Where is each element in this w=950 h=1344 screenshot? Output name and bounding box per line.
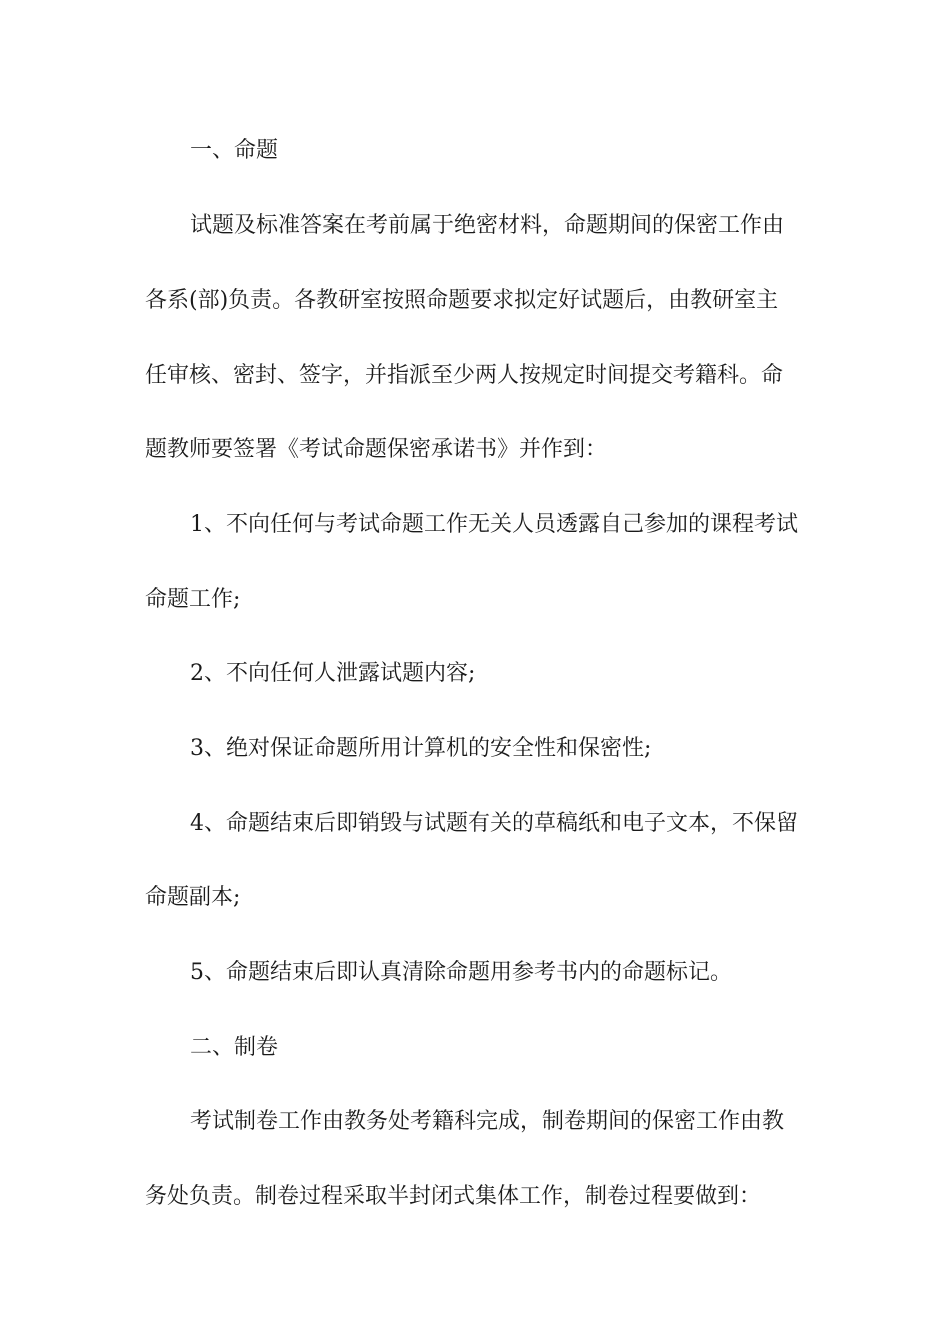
paragraph-line: 试题及标准答案在考前属于绝密材料，命题期间的保密工作由 [190, 213, 785, 238]
list-item-4-continuation: 命题副本; [145, 885, 241, 910]
section-heading-exam-paper: 二、制卷 [190, 1035, 279, 1060]
list-item-5: 5、命题结束后即认真清除命题用参考书内的命题标记。 [190, 960, 732, 985]
list-item-1: 1、不向任何与考试命题工作无关人员透露自己参加的课程考试 [190, 512, 798, 537]
paragraph-line: 务处负责。制卷过程采取半封闭式集体工作，制卷过程要做到： [145, 1184, 762, 1209]
list-item-3: 3、绝对保证命题所用计算机的安全性和保密性; [190, 736, 652, 761]
paragraph-line: 题教师要签署《考试命题保密承诺书》并作到： [145, 437, 608, 462]
paragraph-line: 考试制卷工作由教务处考籍科完成，制卷期间的保密工作由教 [190, 1109, 785, 1134]
paragraph-line: 各系(部)负责。各教研室按照命题要求拟定好试题后，由教研室主 [145, 288, 779, 313]
list-item-2: 2、不向任何人泄露试题内容; [190, 661, 476, 686]
section-heading-proposition: 一、命题 [190, 138, 279, 163]
paragraph-line: 任审核、密封、签字，并指派至少两人按规定时间提交考籍科。命 [145, 363, 784, 388]
list-item-1-continuation: 命题工作; [145, 587, 241, 612]
list-item-4: 4、命题结束后即销毁与试题有关的草稿纸和电子文本，不保留 [190, 811, 798, 836]
